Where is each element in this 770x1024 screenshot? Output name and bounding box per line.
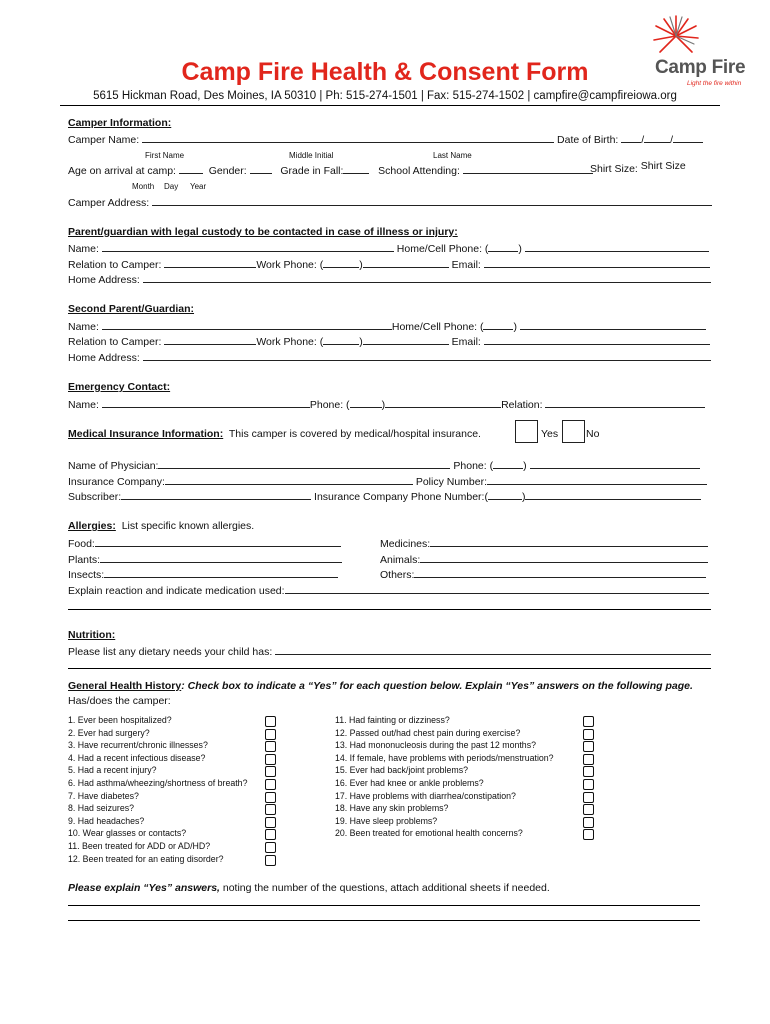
health-subheading: Has/does the camper:: [68, 695, 171, 707]
insurance-company-row: [68, 474, 707, 488]
emergency-phone-label: Phone: (: [309, 399, 350, 411]
form-title: Camp Fire Health & Consent Form: [181, 58, 589, 86]
gender-field[interactable]: [250, 163, 272, 174]
subscriber-label: Subscriber:: [68, 491, 122, 503]
list-item: 11. Had fainting or dizziness?: [335, 715, 450, 725]
shirt-size-field[interactable]: Shirt Size: [640, 160, 686, 172]
parent2-work-phone-field[interactable]: [363, 334, 449, 345]
health-checkbox[interactable]: [265, 779, 276, 790]
list-item: 18. Have any skin problems?: [335, 803, 449, 814]
parent2-relation-label: Relation to Camper:: [68, 336, 162, 348]
health-checkbox[interactable]: [583, 779, 594, 790]
medicines-label: Medicines:: [380, 538, 431, 550]
plants-field[interactable]: [100, 552, 342, 563]
medicines-field[interactable]: [430, 536, 708, 547]
parent1-email-label: Email:: [451, 259, 481, 271]
contact-address: 5615 Hickman Road, Des Moines, IA 50310 | Ph: 515-274-1501 | Fax: 515-274-1502 | campfire@campfireiowa.org: [93, 90, 677, 102]
school-field[interactable]: [463, 163, 593, 174]
parent1-name-field[interactable]: [102, 241, 394, 252]
health-checkbox[interactable]: [583, 716, 594, 727]
medicines-row: [380, 536, 708, 550]
animals-row: [380, 552, 708, 566]
camp-fire-logo: [652, 14, 700, 61]
subscriber-row: Subscriber: Insurance Company Phone Number:( ): [68, 489, 701, 503]
shirt-size-label: Shirt Size:: [590, 163, 638, 175]
health-heading: General Health History: [68, 680, 182, 692]
explain-line-2[interactable]: [68, 920, 700, 921]
others-field[interactable]: [414, 567, 706, 578]
health-checkbox[interactable]: [583, 754, 594, 765]
camper-address-row: [68, 195, 712, 209]
flame-burst-icon: [652, 14, 700, 58]
insects-label: Insects:: [68, 569, 105, 581]
parent2-name-row: Name: Home/Cell Phone: ( ): [68, 319, 706, 333]
parent2-address-label: Home Address:: [68, 352, 140, 364]
explain-row: [68, 882, 550, 894]
subscriber-field[interactable]: [121, 489, 311, 500]
camper-info-heading: Camper Information:: [68, 117, 172, 129]
parent1-work-area-field[interactable]: [323, 257, 359, 268]
dob-month-field[interactable]: [621, 132, 641, 143]
parent1-address-field[interactable]: [143, 272, 711, 283]
health-checkbox[interactable]: [583, 741, 594, 752]
parent2-heading: Second Parent/Guardian:: [68, 303, 195, 315]
insects-row: [68, 567, 338, 581]
policy-number-label: Policy Number:: [415, 476, 488, 488]
health-checkbox[interactable]: [265, 829, 276, 840]
camper-name-field[interactable]: [142, 132, 554, 143]
list-item: 5. Had a recent injury?: [68, 765, 157, 776]
age-field[interactable]: [179, 163, 203, 174]
plants-row: [68, 552, 342, 566]
gender-label: Gender:: [208, 165, 247, 177]
insects-field[interactable]: [104, 567, 338, 578]
parent1-relation-row: Relation to Camper: Work Phone: ( ) Email:: [68, 257, 710, 271]
physician-label: Name of Physician:: [68, 460, 159, 472]
allergies-heading: Allergies:: [68, 520, 116, 532]
health-checkbox[interactable]: [265, 741, 276, 752]
list-item: 13. Had mononucleosis during the past 12 months?: [335, 740, 536, 751]
physician-phone-label: Phone: (: [453, 460, 494, 472]
explain-line-1[interactable]: [68, 905, 700, 906]
health-checkbox[interactable]: [583, 817, 594, 828]
insurance-heading: Medical Insurance Information:: [68, 428, 224, 440]
allergies-instruction: List specific known allergies.: [121, 520, 255, 532]
reaction-row: [68, 583, 709, 597]
parent2-work-area-field[interactable]: [323, 334, 359, 345]
emergency-relation-label: Relation:: [501, 399, 543, 411]
list-item: 11. Been treated for ADD or AD/HD?: [68, 840, 211, 851]
dob-day-field[interactable]: [644, 132, 670, 143]
list-item: 8. Had seizures?: [68, 803, 135, 814]
school-label: School Attending:: [378, 165, 460, 177]
camper-address-label: Camper Address:: [68, 197, 150, 209]
insurance-company-field[interactable]: [165, 474, 413, 485]
dob-label: Date of Birth:: [557, 134, 619, 146]
nutrition-row: [68, 644, 711, 658]
camper-name-label: Camper Name:: [68, 134, 140, 146]
list-item: 9. Had headaches?: [68, 815, 145, 826]
insurance-statement: This camper is covered by medical/hospital insurance.: [228, 428, 481, 440]
list-item: 4. Had a recent infectious disease?: [68, 752, 206, 763]
parent2-relation-field[interactable]: [164, 334, 256, 345]
health-instruction: : Check box to indicate a “Yes” for each question below. Explain “Yes” answers on the following page.: [181, 680, 693, 692]
policy-number-field[interactable]: [487, 474, 707, 485]
emergency-area-field[interactable]: [350, 397, 382, 408]
physician-phone-field[interactable]: [530, 458, 700, 469]
reaction-label: Explain reaction and indicate medication used:: [68, 585, 285, 597]
parent1-address-label: Home Address:: [68, 274, 140, 286]
health-checkbox[interactable]: [583, 792, 594, 803]
others-label: Others:: [380, 569, 415, 581]
insurance-no-label: No: [586, 428, 600, 440]
logo-wordmark: Camp Fire: [655, 57, 746, 78]
list-item: 3. Have recurrent/chronic illnesses?: [68, 740, 208, 751]
parent1-address-row: [68, 272, 711, 286]
health-checkbox[interactable]: [265, 716, 276, 727]
year-caption: Year: [190, 182, 207, 191]
parent1-heading: Parent/guardian with legal custody to be contacted in case of illness or injury:: [68, 226, 458, 238]
shirt-size-row: [590, 160, 686, 175]
nutrition-line-2[interactable]: [68, 668, 711, 669]
parent1-relation-label: Relation to Camper:: [68, 259, 162, 271]
parent2-name-label: Name:: [68, 321, 99, 333]
food-field[interactable]: [95, 536, 341, 547]
insurance-yes-checkbox[interactable]: [515, 420, 538, 443]
health-checkbox[interactable]: [265, 766, 276, 777]
parent1-email-field[interactable]: [484, 257, 710, 268]
explain-bold: Please explain “Yes” answers,: [68, 882, 220, 894]
allergies-heading-row: [68, 520, 254, 532]
insurance-heading-row: [68, 428, 481, 440]
physician-row: Name of Physician: Phone: ( ): [68, 458, 700, 472]
list-item: 6. Had asthma/wheezing/shortness of breath?: [68, 777, 248, 788]
list-item: 19. Have sleep problems?: [335, 815, 438, 826]
insurance-area-field[interactable]: [488, 489, 522, 500]
parent2-email-label: Email:: [451, 336, 481, 348]
insurance-no-checkbox[interactable]: [562, 420, 585, 443]
health-checkbox[interactable]: [583, 829, 594, 840]
emergency-heading: Emergency Contact:: [68, 381, 171, 393]
list-item: 20. Been treated for emotional health concerns?: [335, 828, 523, 839]
parent1-work-phone-field[interactable]: [363, 257, 449, 268]
age-label: Age on arrival at camp:: [68, 165, 176, 177]
first-name-caption: First Name: [145, 151, 185, 160]
animals-label: Animals:: [380, 554, 421, 566]
parent2-address-row: [68, 350, 711, 364]
insurance-phone-label: Insurance Company Phone Number:(: [314, 491, 488, 503]
parent2-address-field[interactable]: [143, 350, 711, 361]
nutrition-field[interactable]: [275, 644, 711, 655]
animals-field[interactable]: [420, 552, 708, 563]
list-item: 1. Ever been hospitalized?: [68, 715, 172, 725]
grade-field[interactable]: [343, 163, 369, 174]
parent1-home-phone-label: Home/Cell Phone: (: [396, 243, 489, 255]
food-row: [68, 536, 341, 550]
parent1-relation-field[interactable]: [164, 257, 256, 268]
health-checkbox[interactable]: [583, 766, 594, 777]
health-checkbox[interactable]: [265, 804, 276, 815]
emergency-relation-field[interactable]: [545, 397, 705, 408]
list-item: 12. Been treated for an eating disorder?: [68, 853, 224, 864]
others-row: [380, 567, 706, 581]
health-checkbox[interactable]: [583, 729, 594, 740]
parent2-name-field[interactable]: [102, 319, 392, 330]
list-item: 10. Wear glasses or contacts?: [68, 828, 187, 839]
explain-rest: noting the number of the questions, attach additional sheets if needed.: [219, 882, 550, 894]
list-item: 2. Ever had surgery?: [68, 727, 150, 738]
parent2-home-phone-label: Home/Cell Phone: (: [391, 321, 484, 333]
insurance-yes-label: Yes: [541, 428, 559, 440]
parent1-home-phone-field[interactable]: [525, 241, 709, 252]
logo-tagline: Light the fire within: [687, 80, 742, 87]
health-checkbox[interactable]: [265, 754, 276, 765]
emergency-row: Name: Phone: ( ) Relation:: [68, 397, 705, 411]
list-item: 16. Ever had knee or ankle problems?: [335, 777, 484, 788]
parent2-relation-row: Relation to Camper: Work Phone: ( ) Email:: [68, 334, 710, 348]
health-checkbox[interactable]: [265, 855, 276, 866]
day-caption: Day: [164, 182, 179, 191]
insurance-phone-field[interactable]: [525, 489, 701, 500]
list-item: 14. If female, have problems with periods/menstruation?: [335, 752, 554, 763]
dob-year-field[interactable]: [673, 132, 703, 143]
parent1-name-label: Name:: [68, 243, 99, 255]
health-list-left: [68, 714, 247, 865]
nutrition-heading: Nutrition:: [68, 629, 116, 641]
camper-address-field[interactable]: [152, 195, 712, 206]
reaction-field[interactable]: [285, 583, 709, 594]
list-item: 7. Have diabetes?: [68, 790, 139, 801]
header-divider: [60, 105, 720, 106]
parent2-home-phone-field[interactable]: [520, 319, 706, 330]
parent2-home-area-field[interactable]: [483, 319, 513, 330]
grade-label: Grade in Fall:: [280, 165, 344, 177]
insurance-company-label: Insurance Company:: [68, 476, 165, 488]
health-checkbox[interactable]: [265, 817, 276, 828]
parent1-name-row: Name: Home/Cell Phone: ( ): [68, 241, 709, 255]
health-checkbox[interactable]: [583, 804, 594, 815]
month-caption: Month: [132, 182, 155, 191]
list-item: 17. Have problems with diarrhea/constipation?: [335, 790, 516, 801]
health-list-right: [335, 714, 554, 840]
camper-name-row: Camper Name: Date of Birth: / /: [68, 132, 703, 146]
plants-label: Plants:: [68, 554, 101, 566]
emergency-name-label: Name:: [68, 399, 99, 411]
middle-initial-caption: Middle Initial: [289, 151, 334, 160]
list-item: 12. Passed out/had chest pain during exercise?: [335, 727, 521, 738]
parent2-work-phone-label: Work Phone: (: [256, 336, 324, 348]
health-heading-row: [68, 680, 693, 692]
reaction-line-2[interactable]: [68, 609, 711, 610]
nutrition-label: Please list any dietary needs your child has:: [68, 646, 273, 658]
list-item: 15. Ever had back/joint problems?: [335, 765, 469, 776]
emergency-phone-field[interactable]: [385, 397, 501, 408]
physician-field[interactable]: [158, 458, 450, 469]
parent1-work-phone-label: Work Phone: (: [256, 259, 324, 271]
emergency-name-field[interactable]: [102, 397, 310, 408]
parent1-home-area-field[interactable]: [488, 241, 518, 252]
food-label: Food:: [68, 538, 95, 550]
health-checkbox[interactable]: [265, 792, 276, 803]
health-checkbox[interactable]: [265, 729, 276, 740]
last-name-caption: Last Name: [433, 151, 472, 160]
parent2-email-field[interactable]: [484, 334, 710, 345]
physician-area-field[interactable]: [493, 458, 523, 469]
camper-details-row: [68, 163, 593, 177]
health-checkbox[interactable]: [265, 842, 276, 853]
